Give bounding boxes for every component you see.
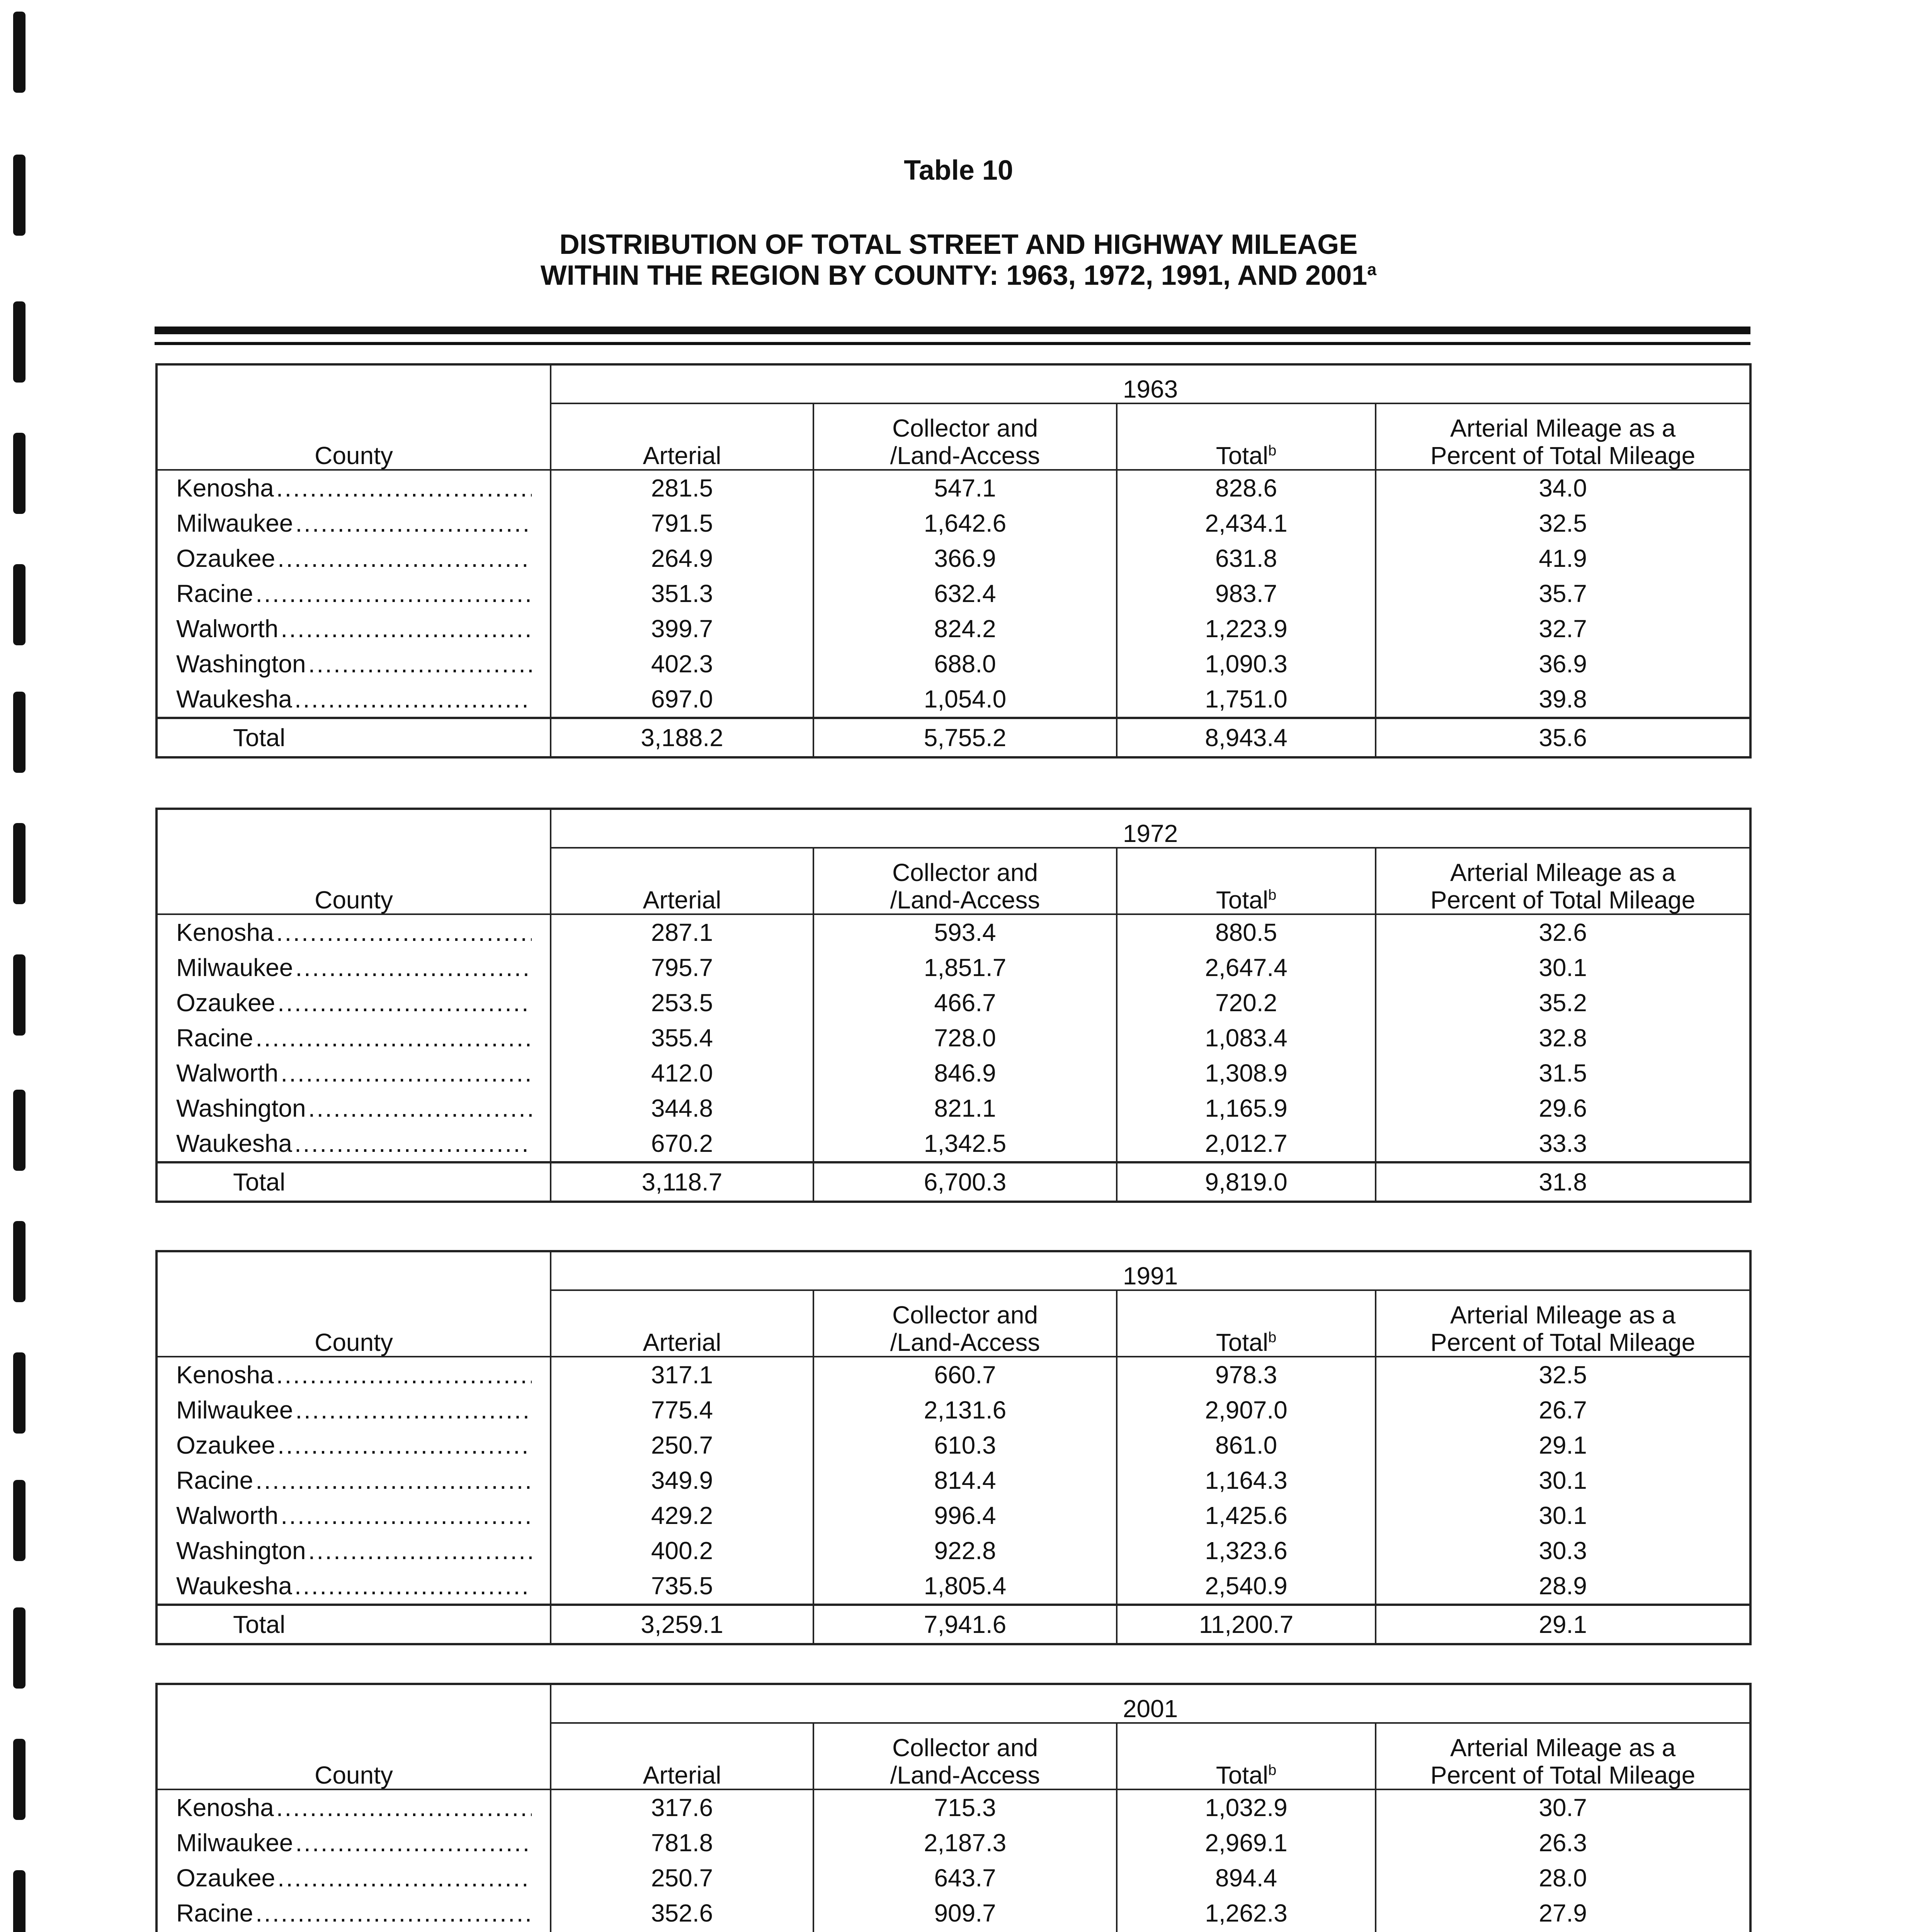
arterial-cell: 399.7: [551, 611, 813, 646]
percent-cell: 35.7: [1539, 580, 1587, 608]
total-total-cell: 8,943.4: [1117, 718, 1376, 757]
county-cell: [156, 1789, 551, 1825]
county-cell: [156, 682, 551, 718]
arterial-cell: 400.2: [551, 1533, 813, 1568]
total-cell: 880.5: [1117, 914, 1376, 950]
collector-cell: 996.4: [813, 1498, 1117, 1533]
table-row: [156, 611, 1750, 646]
county-name: Walworth: [176, 1060, 279, 1087]
table-row: [156, 1789, 1750, 1825]
arterial-header: Arterial: [551, 403, 813, 470]
table-row: [156, 1861, 1750, 1896]
percent-cell: 29.1: [1539, 1431, 1587, 1459]
total-collector-cell: 7,941.6: [813, 1605, 1117, 1644]
table-row: [156, 1428, 1750, 1463]
county-name: Walworth: [176, 1502, 279, 1529]
county-cell: [156, 1498, 551, 1533]
collector-cell: 1,851.7: [813, 950, 1117, 985]
total-cell: 2,969.1: [1117, 1825, 1376, 1861]
percent-cell: 32.6: [1539, 918, 1587, 947]
table-title-line1: DISTRIBUTION OF TOTAL STREET AND HIGHWAY MILEAGE: [559, 229, 1358, 260]
dot-leader: [275, 545, 532, 572]
total-row: [156, 1162, 1750, 1202]
total-cell: 1,323.6: [1117, 1533, 1376, 1568]
arterial-cell: 351.3: [551, 576, 813, 611]
arterial-cell: 697.0: [551, 682, 813, 718]
county-name: Washington: [176, 650, 306, 678]
table-row: [156, 1463, 1750, 1498]
collector-cell: 610.3: [813, 1428, 1117, 1463]
punch-mark: [13, 692, 26, 773]
arterial-cell: 317.1: [551, 1357, 813, 1393]
county-cell: [156, 1861, 551, 1896]
total-cell: 861.0: [1117, 1428, 1376, 1463]
county-cell: [156, 1091, 551, 1126]
table-row: [156, 682, 1750, 718]
dot-leader: [306, 1095, 532, 1122]
mileage-table-1963: [155, 363, 1752, 759]
county-name: Ozaukee: [176, 1864, 276, 1892]
percent-header: [1376, 1290, 1750, 1357]
dot-leader: [275, 1432, 532, 1459]
table-number: Table 10: [904, 155, 1013, 186]
total-percent-cell: 35.6: [1376, 718, 1750, 757]
percent-cell: 33.3: [1539, 1129, 1587, 1158]
percent-header: [1376, 403, 1750, 470]
total-collector-cell: 5,755.2: [813, 718, 1117, 757]
table-row: [156, 1498, 1750, 1533]
percent-header-line1: Arterial Mileage as a: [1450, 859, 1676, 887]
total-cell: 1,425.6: [1117, 1498, 1376, 1533]
total-cell: 1,308.9: [1117, 1056, 1376, 1091]
percent-header: [1376, 1723, 1750, 1789]
total-row: [156, 718, 1750, 757]
county-name: Washington: [176, 1537, 306, 1565]
punch-mark: [13, 564, 26, 645]
collector-cell: 1,805.4: [813, 1568, 1117, 1605]
county-header: County: [156, 364, 551, 470]
table-row: [156, 1533, 1750, 1568]
county-cell: [156, 1056, 551, 1091]
total-header-text: Total: [1216, 886, 1268, 914]
county-cell: [156, 1126, 551, 1162]
dot-leader: [293, 954, 532, 981]
county-cell: [156, 1896, 551, 1931]
county-name: Milwaukee: [176, 1829, 293, 1857]
dot-leader: [292, 1572, 532, 1599]
year-header: 1963: [551, 364, 1750, 403]
county-name: Milwaukee: [176, 954, 293, 981]
arterial-cell: 250.7: [551, 1861, 813, 1896]
percent-cell: 35.2: [1539, 989, 1587, 1017]
percent-header: [1376, 848, 1750, 914]
table-row: [156, 950, 1750, 985]
collector-header: [813, 1290, 1117, 1357]
county-name: Ozaukee: [176, 545, 276, 572]
percent-cell: 32.5: [1539, 1361, 1587, 1389]
county-name: Racine: [176, 1900, 253, 1927]
total-total-cell: 9,819.0: [1117, 1162, 1376, 1202]
percent-header-line2: Percent of Total Mileage: [1430, 886, 1696, 914]
collector-cell: 824.2: [813, 611, 1117, 646]
total-label: Total: [156, 718, 551, 757]
county-cell: [156, 576, 551, 611]
dot-leader: [274, 474, 532, 502]
header-rule-thick: [155, 327, 1750, 334]
collector-cell: 366.9: [813, 541, 1117, 576]
percent-cell: 26.7: [1539, 1396, 1587, 1424]
total-cell: 2,012.7: [1117, 1126, 1376, 1162]
table-title-line2: [0, 260, 1917, 291]
dot-leader: [275, 1864, 532, 1891]
table-row: [156, 470, 1750, 506]
table-row: [156, 646, 1750, 682]
county-name: Kenosha: [176, 919, 274, 946]
table-row: [156, 1393, 1750, 1428]
dot-leader: [306, 1537, 532, 1564]
arterial-header: Arterial: [551, 1290, 813, 1357]
arterial-cell: 344.8: [551, 1091, 813, 1126]
total-header: [1117, 1290, 1376, 1357]
total-header-text: Total: [1216, 1328, 1268, 1356]
county-cell: [156, 950, 551, 985]
mileage-table-1991: [155, 1250, 1752, 1645]
total-cell: 1,090.3: [1117, 646, 1376, 682]
county-name: Kenosha: [176, 474, 274, 502]
arterial-cell: 791.5: [551, 506, 813, 541]
punch-mark: [13, 1221, 26, 1302]
arterial-cell: 429.2: [551, 1498, 813, 1533]
dot-leader: [274, 1361, 532, 1388]
percent-cell: 41.9: [1539, 544, 1587, 573]
punch-mark: [13, 301, 26, 383]
arterial-cell: 281.5: [551, 470, 813, 506]
year-header: 1972: [551, 809, 1750, 848]
county-name: Racine: [176, 580, 253, 607]
table-row: [156, 1126, 1750, 1162]
county-name: Walworth: [176, 615, 279, 643]
collector-header-line1: Collector and: [892, 414, 1038, 442]
total-cell: 894.4: [1117, 1861, 1376, 1896]
total-arterial-cell: 3,188.2: [551, 718, 813, 757]
collector-header-line2: /Land-Access: [890, 1761, 1040, 1789]
collector-header-line2: /Land-Access: [890, 886, 1040, 914]
total-cell: 2,540.9: [1117, 1568, 1376, 1605]
collector-header: [813, 1723, 1117, 1789]
county-name: Washington: [176, 1095, 306, 1122]
collector-header-line1: Collector and: [892, 1301, 1038, 1329]
dot-leader: [253, 580, 532, 607]
total-cell: 1,164.3: [1117, 1463, 1376, 1498]
table-row: [156, 541, 1750, 576]
total-cell: 1,032.9: [1117, 1789, 1376, 1825]
collector-cell: 632.4: [813, 576, 1117, 611]
total-cell: 2,907.0: [1117, 1393, 1376, 1428]
total-cell: 983.7: [1117, 576, 1376, 611]
county-cell: [156, 1533, 551, 1568]
collector-cell: 1,642.6: [813, 506, 1117, 541]
arterial-header: Arterial: [551, 848, 813, 914]
table-row: [156, 1568, 1750, 1605]
total-cell: 1,751.0: [1117, 682, 1376, 718]
percent-cell: 27.9: [1539, 1899, 1587, 1927]
arterial-cell: 250.7: [551, 1428, 813, 1463]
county-cell: [156, 914, 551, 950]
dot-leader: [278, 1502, 532, 1529]
total-arterial-cell: 3,259.1: [551, 1605, 813, 1644]
punch-mark: [13, 1607, 26, 1689]
percent-header-line1: Arterial Mileage as a: [1450, 1301, 1676, 1329]
percent-cell: 30.7: [1539, 1794, 1587, 1822]
year-header: 1991: [551, 1251, 1750, 1290]
punch-mark: [13, 1870, 26, 1932]
footnote-b-ref: b: [1268, 442, 1277, 459]
arterial-cell: 670.2: [551, 1126, 813, 1162]
table-row: [156, 1056, 1750, 1091]
total-header: [1117, 848, 1376, 914]
total-percent-cell: 29.1: [1376, 1605, 1750, 1644]
footnote-b-ref: b: [1268, 1329, 1277, 1346]
collector-header: [813, 403, 1117, 470]
table-row: [156, 1825, 1750, 1861]
collector-header: [813, 848, 1117, 914]
total-row: [156, 1605, 1750, 1644]
county-header: County: [156, 1251, 551, 1357]
county-name: Milwaukee: [176, 510, 293, 537]
total-collector-cell: 6,700.3: [813, 1162, 1117, 1202]
total-cell: 631.8: [1117, 541, 1376, 576]
total-cell: 2,647.4: [1117, 950, 1376, 985]
table-row: [156, 914, 1750, 950]
punch-mark: [13, 1090, 26, 1171]
collector-cell: 2,131.6: [813, 1393, 1117, 1428]
arterial-cell: 287.1: [551, 914, 813, 950]
dot-leader: [293, 510, 532, 537]
percent-cell: 34.0: [1539, 474, 1587, 502]
dot-leader: [278, 1060, 532, 1087]
total-header-text: Total: [1216, 441, 1268, 469]
percent-cell: 30.3: [1539, 1537, 1587, 1565]
county-cell: [156, 1825, 551, 1861]
arterial-cell: 253.5: [551, 985, 813, 1020]
collector-cell: 728.0: [813, 1020, 1117, 1056]
table-title-line2-text: WITHIN THE REGION BY COUNTY: 1963, 1972, 1991, AND 2001: [540, 260, 1368, 291]
total-cell: 1,262.3: [1117, 1896, 1376, 1931]
dot-leader: [274, 919, 532, 946]
percent-cell: 30.1: [1539, 1502, 1587, 1530]
collector-cell: 922.8: [813, 1533, 1117, 1568]
county-cell: [156, 506, 551, 541]
total-label: Total: [156, 1162, 551, 1202]
percent-cell: 28.9: [1539, 1572, 1587, 1600]
percent-header-line2: Percent of Total Mileage: [1430, 441, 1696, 469]
percent-cell: 29.6: [1539, 1094, 1587, 1122]
table-row: [156, 506, 1750, 541]
total-total-cell: 11,200.7: [1117, 1605, 1376, 1644]
total-cell: 828.6: [1117, 470, 1376, 506]
dot-leader: [253, 1024, 532, 1051]
arterial-cell: 735.5: [551, 1568, 813, 1605]
punch-mark: [13, 1739, 26, 1820]
total-percent-cell: 31.8: [1376, 1162, 1750, 1202]
table-row: [156, 576, 1750, 611]
collector-cell: 2,187.3: [813, 1825, 1117, 1861]
percent-header-line2: Percent of Total Mileage: [1430, 1761, 1696, 1789]
dot-leader: [253, 1467, 532, 1494]
county-cell: [156, 1428, 551, 1463]
dot-leader: [275, 989, 532, 1016]
county-cell: [156, 541, 551, 576]
collector-header-line2: /Land-Access: [890, 1328, 1040, 1356]
mileage-table-2001: [155, 1683, 1752, 1932]
percent-cell: 30.1: [1539, 1466, 1587, 1495]
collector-cell: 466.7: [813, 985, 1117, 1020]
percent-cell: 32.5: [1539, 509, 1587, 537]
punch-mark: [13, 954, 26, 1036]
percent-cell: 26.3: [1539, 1829, 1587, 1857]
table-row: [156, 1091, 1750, 1126]
arterial-cell: 795.7: [551, 950, 813, 985]
arterial-cell: 412.0: [551, 1056, 813, 1091]
county-name: Racine: [176, 1467, 253, 1494]
percent-cell: 30.1: [1539, 954, 1587, 982]
punch-mark: [13, 823, 26, 904]
dot-leader: [253, 1900, 532, 1927]
footnote-b-ref: b: [1268, 886, 1277, 903]
county-name: Ozaukee: [176, 989, 276, 1017]
county-cell: [156, 985, 551, 1020]
percent-header-line1: Arterial Mileage as a: [1450, 414, 1676, 442]
county-name: Waukesha: [176, 1130, 292, 1157]
punch-mark: [13, 1480, 26, 1561]
county-name: Kenosha: [176, 1794, 274, 1821]
county-name: Waukesha: [176, 685, 292, 713]
dot-leader: [278, 615, 532, 642]
collector-cell: 547.1: [813, 470, 1117, 506]
collector-cell: 715.3: [813, 1789, 1117, 1825]
arterial-cell: 402.3: [551, 646, 813, 682]
county-header: County: [156, 1684, 551, 1789]
county-cell: [156, 1393, 551, 1428]
collector-cell: 660.7: [813, 1357, 1117, 1393]
percent-header-line2: Percent of Total Mileage: [1430, 1328, 1696, 1356]
collector-cell: 814.4: [813, 1463, 1117, 1498]
total-header-text: Total: [1216, 1761, 1268, 1789]
percent-cell: 39.8: [1539, 685, 1587, 713]
county-name: Milwaukee: [176, 1396, 293, 1424]
total-cell: 978.3: [1117, 1357, 1376, 1393]
county-cell: [156, 1568, 551, 1605]
county-cell: [156, 646, 551, 682]
collector-header-line1: Collector and: [892, 859, 1038, 887]
collector-cell: 846.9: [813, 1056, 1117, 1091]
percent-cell: 31.5: [1539, 1059, 1587, 1087]
arterial-cell: 352.6: [551, 1896, 813, 1931]
arterial-header: Arterial: [551, 1723, 813, 1789]
dot-leader: [306, 650, 532, 677]
percent-cell: 36.9: [1539, 650, 1587, 678]
arterial-cell: 317.6: [551, 1789, 813, 1825]
percent-header-line1: Arterial Mileage as a: [1450, 1734, 1676, 1762]
total-cell: 2,434.1: [1117, 506, 1376, 541]
county-cell: [156, 470, 551, 506]
collector-cell: 1,054.0: [813, 682, 1117, 718]
county-cell: [156, 611, 551, 646]
county-name: Racine: [176, 1024, 253, 1052]
table-row: [156, 1020, 1750, 1056]
total-cell: 1,223.9: [1117, 611, 1376, 646]
collector-cell: 593.4: [813, 914, 1117, 950]
collector-header-line1: Collector and: [892, 1734, 1038, 1762]
county-cell: [156, 1020, 551, 1056]
arterial-cell: 775.4: [551, 1393, 813, 1428]
collector-cell: 1,342.5: [813, 1126, 1117, 1162]
collector-cell: 821.1: [813, 1091, 1117, 1126]
county-name: Ozaukee: [176, 1432, 276, 1459]
percent-cell: 28.0: [1539, 1864, 1587, 1892]
arterial-cell: 264.9: [551, 541, 813, 576]
county-name: Waukesha: [176, 1572, 292, 1600]
total-header: [1117, 1723, 1376, 1789]
collector-cell: 909.7: [813, 1896, 1117, 1931]
total-cell: 1,083.4: [1117, 1020, 1376, 1056]
dot-leader: [274, 1794, 532, 1821]
table-row: [156, 985, 1750, 1020]
arterial-cell: 781.8: [551, 1825, 813, 1861]
dot-leader: [292, 685, 532, 713]
header-rule-thin: [155, 342, 1750, 345]
table-row: [156, 1896, 1750, 1931]
total-header: [1117, 403, 1376, 470]
dot-leader: [293, 1829, 532, 1856]
footnote-b-ref: b: [1268, 1762, 1277, 1779]
total-label: Total: [156, 1605, 551, 1644]
county-cell: [156, 1357, 551, 1393]
punch-mark: [13, 1352, 26, 1434]
collector-header-line2: /Land-Access: [890, 441, 1040, 469]
dot-leader: [293, 1396, 532, 1423]
arterial-cell: 349.9: [551, 1463, 813, 1498]
collector-cell: 688.0: [813, 646, 1117, 682]
total-cell: 1,165.9: [1117, 1091, 1376, 1126]
percent-cell: 32.7: [1539, 615, 1587, 643]
county-header: County: [156, 809, 551, 914]
dot-leader: [292, 1130, 532, 1157]
percent-cell: 32.8: [1539, 1024, 1587, 1052]
punch-mark: [13, 12, 26, 93]
total-cell: 720.2: [1117, 985, 1376, 1020]
footnote-a-ref: a: [1367, 260, 1377, 279]
county-name: Kenosha: [176, 1361, 274, 1389]
county-cell: [156, 1463, 551, 1498]
table-row: [156, 1357, 1750, 1393]
arterial-cell: 355.4: [551, 1020, 813, 1056]
total-arterial-cell: 3,118.7: [551, 1162, 813, 1202]
year-header: 2001: [551, 1684, 1750, 1723]
punch-mark: [13, 433, 26, 514]
collector-cell: 643.7: [813, 1861, 1117, 1896]
mileage-table-1972: [155, 808, 1752, 1203]
